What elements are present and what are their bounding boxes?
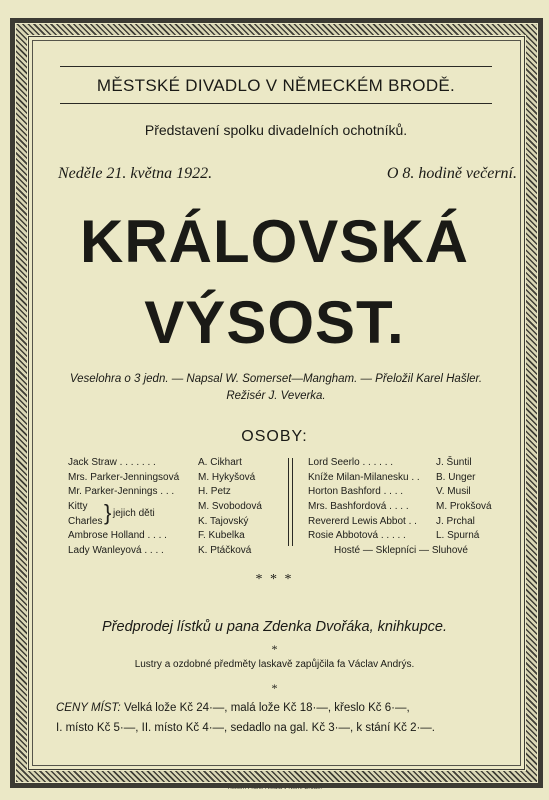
cast-actor: L. Spurná [436,530,480,542]
cast-role: Mr. Parker-Jennings . . . [68,486,175,498]
cast-role: Revererd Lewis Abbot . . [308,515,417,527]
cast-role: Kníže Milan-Milanesku . . [308,471,420,483]
cast-row [68,529,268,544]
ticket-prices [56,698,506,738]
cast-role: Ambrose Holland . . . . [68,530,167,542]
play-title-line2: VÝSOST. [144,289,405,356]
star-ornament: * * * [255,572,294,587]
cast-row [68,515,268,530]
cast-actor: H. Petz [198,486,231,498]
cast-role: Kitty [68,501,88,513]
cast-actor: M. Prokšová [436,501,492,513]
cast-actor: V. Musil [436,486,471,498]
cast-divider [288,458,293,546]
cast-actor: A. Cikhart [198,457,242,468]
cast-role: Rosie Abbotová . . . . . [308,530,406,542]
prices-label: CENY MÍST: [56,702,121,714]
cast-row [308,471,528,486]
printer-imprint: Tiskem Frant. Riedla v Něm. Brodě. [226,785,323,791]
cast-row [68,485,268,500]
cast-role: Lady Wanleyová . . . . [68,545,164,557]
lustry-notice: Lustry a ozdobné předměty laskavě zapůjčila fa Václav Andrýs. [134,659,415,670]
cast-actor: M. Hykyšová [198,471,256,483]
performance-subtitle: Představení spolku divadelních ochotníků. [144,122,408,138]
cast-row [308,456,528,471]
cast-row [308,515,528,530]
cast-role: Jack Straw . . . . . . . [68,457,156,468]
persons-heading: OSOBY: [241,428,308,445]
performance-time: O 8. hodině večerní. [386,165,517,182]
cast-role: Lord Seerlo . . . . . . [308,457,394,468]
cast-role: Mrs. Bashfordová . . . . [308,501,409,513]
cast-role: Horton Bashford . . . . [308,486,404,498]
cast-row [68,544,268,559]
theatre-name: MĚSTSKÉ DIVADLO V NĚMECKÉM BRODĚ. [60,66,492,104]
cast-role: Mrs. Parker-Jenningsová [68,471,180,483]
credits-director: Režisér J. Veverka. [226,390,326,402]
cast-actor: J. Prchal [436,515,475,527]
cast-actor: J. Šuntil [436,457,472,468]
cast-row [68,456,268,471]
performance-date: Neděle 21. května 1922. [58,165,213,182]
play-title-line1: KRÁLOVSKÁ [79,208,469,275]
brace-glyph: } [104,500,112,526]
presale-notice: Předprodej lístků u pana Zdenka Dvořáka, knihkupce. [102,619,447,635]
cast-row [68,500,268,515]
cast-actor: F. Kubelka [198,530,245,542]
prices-text1: Velká lože Kč 24·—, malá lože Kč 18·—, křeslo Kč 6·—, [123,702,410,714]
extras-row [308,544,528,559]
children-label: jejich děti [113,508,155,520]
cast-row [68,471,268,486]
cast-actor: K. Ptáčková [198,545,252,557]
credits-line1: Veselohra o 3 jedn. — Napsal W. Somerset—Mangham. — Přeložil Karel Hašler. [69,373,483,385]
cast-actor: M. Svobodová [198,501,262,513]
prices-line1 [56,698,506,718]
cast-row [308,529,528,544]
cast-actor: K. Tajovský [198,515,249,527]
prices-line2: I. místo Kč 5·—, II. místo Kč 4·—, sedadlo na gal. Kč 3·—, k stání Kč 2·—. [56,722,435,734]
children-group [68,500,268,529]
asterisk-divider: * [271,681,278,695]
asterisk-divider: * [271,642,278,656]
extras-list: Hosté — Sklepníci — Sluhové [334,545,468,557]
cast-actor: B. Unger [436,471,476,483]
cast-role: Charles [68,515,103,527]
cast-list-right [308,456,528,559]
credits [46,371,506,405]
cast-row [308,500,528,515]
cast-row [308,485,528,500]
cast-list-left [68,456,268,559]
